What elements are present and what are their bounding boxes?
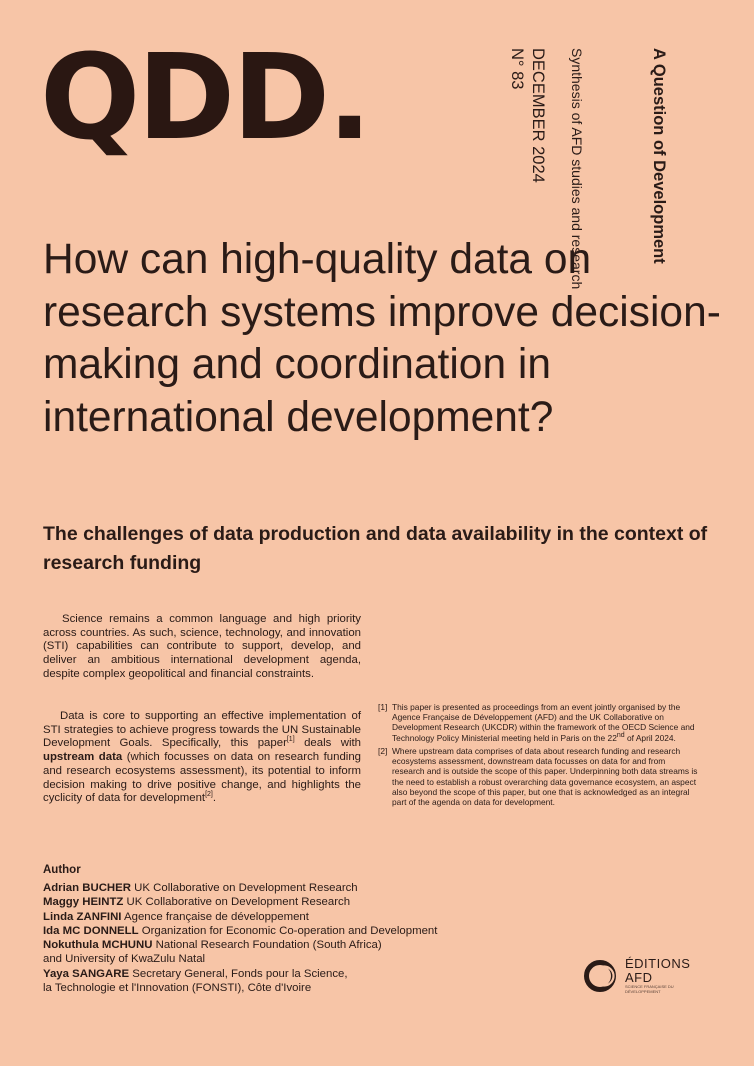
publisher-tagline: SCIENCE FRANÇAISE DU DÉVELOPPEMENT — [625, 984, 674, 994]
author-name: Maggy HEINTZ — [43, 896, 124, 909]
data-paragraph — [43, 710, 361, 806]
series-title: A Question of Development — [650, 48, 668, 264]
footnote-ref-2[interactable]: [2] — [205, 791, 213, 799]
intro-paragraph: Science remains a common language and high priority across countries. As such, science, technology, and innovation (STI) capabilities can contribute to support, develop, and deliver an ambitious international development agenda, despite complex geopolitical and financial constraints. — [43, 613, 361, 680]
p2-text-a: Data is core to supporting an effective implementation of STI strategies to achieve progress towards the UN Sustainable Development Goals. Specifically, this paper — [43, 710, 361, 750]
author-name: Nokuthula MCHUNU — [43, 939, 153, 952]
author-affiliation: UK Collaborative on Development Research — [126, 896, 351, 909]
publisher-line1: ÉDITIONS — [625, 956, 691, 971]
publisher-name — [625, 957, 690, 985]
series-subtitle-text: Synthesis of AFD studies and research — [569, 48, 585, 290]
author-row — [43, 895, 513, 909]
author-affiliation: Secretary General, Fonds pour la Science, — [132, 967, 348, 980]
footnote-text: Where upstream data comprises of data about research funding and research ecosystems assessment, downstream data focusses on data for and from research and is outside the scope of this paper. Underpinning both data streams is the need to establish a robust overarching data governance ecosystem, an aspect also beyond the scope of this paper, but one that is acknowledged as an integral part of the agenda on data for development. — [392, 746, 698, 808]
qdd-logo: QDD. — [40, 28, 370, 166]
footnote-number: [1] — [378, 702, 388, 712]
footnote-text-a: This paper is presented as proceedings from an event jointly organised by the Agence Française de Développement (AFD) and the UK Collaborative on Development Research (UKCDR) within the framework of the OECD Science and Technology Policy Ministerial meeting held in Paris on the 22 — [392, 702, 695, 743]
footnote-text — [392, 702, 698, 743]
footnote-1 — [378, 702, 698, 743]
author-affiliation: National Research Foundation (South Africa) — [155, 939, 382, 952]
footnote-text-b: of April 2024. — [624, 732, 676, 743]
author-name: Ida MC DONNELL — [43, 924, 139, 937]
publisher-logo — [583, 957, 690, 994]
author-affiliation: UK Collaborative on Development Research — [134, 882, 358, 894]
upstream-data-term: upstream data — [43, 751, 123, 764]
author-name: Yaya SANGARE — [43, 967, 130, 980]
author-affiliation: Organization for Economic Co-operation and Development — [141, 924, 438, 937]
author-row — [43, 910, 513, 924]
author-row — [43, 938, 513, 952]
p2-text-b: deals with — [294, 737, 361, 750]
author-name: Linda ZANFINI — [43, 910, 122, 923]
author-affiliation: Agence française de développement — [124, 910, 309, 923]
afd-ring-logo-icon — [583, 959, 617, 993]
author-affiliation: la Technologie et l'Innovation (FONSTI), Côte d'Ivoire — [43, 982, 312, 995]
footnote-number: [2] — [378, 746, 388, 756]
author-row — [43, 952, 513, 966]
author-row — [43, 967, 513, 981]
author-heading: Author — [43, 864, 81, 876]
author-list — [43, 881, 513, 995]
footnote-2 — [378, 746, 698, 807]
p2-text-d: . — [212, 792, 217, 805]
publisher-text — [625, 957, 690, 994]
p2-text-c: (which focusses on data on research funding and research ecosystems assessment), its potential to inform decision making to drive positive change, and highlights the cyclicity of data for development — [43, 751, 361, 805]
page-subtitle: The challenges of data production and data availability in the context of research funding — [43, 523, 708, 574]
author-row — [43, 881, 513, 895]
issue-info — [506, 48, 548, 183]
footnote-sup: nd — [616, 731, 625, 739]
author-row — [43, 924, 513, 938]
author-name: Adrian BUCHER — [43, 882, 131, 894]
footnote-ref-1[interactable]: [1] — [286, 736, 295, 744]
author-affiliation: and University of KwaZulu Natal — [43, 953, 206, 966]
publisher-line2: AFD — [625, 970, 653, 985]
issue-number: N° 83 — [508, 48, 526, 90]
author-row — [43, 981, 513, 995]
issue-date: DECEMBER 2024 — [529, 48, 547, 183]
page-title: How can high-quality data on research systems improve decision-making and coordination in international development? — [43, 236, 721, 441]
